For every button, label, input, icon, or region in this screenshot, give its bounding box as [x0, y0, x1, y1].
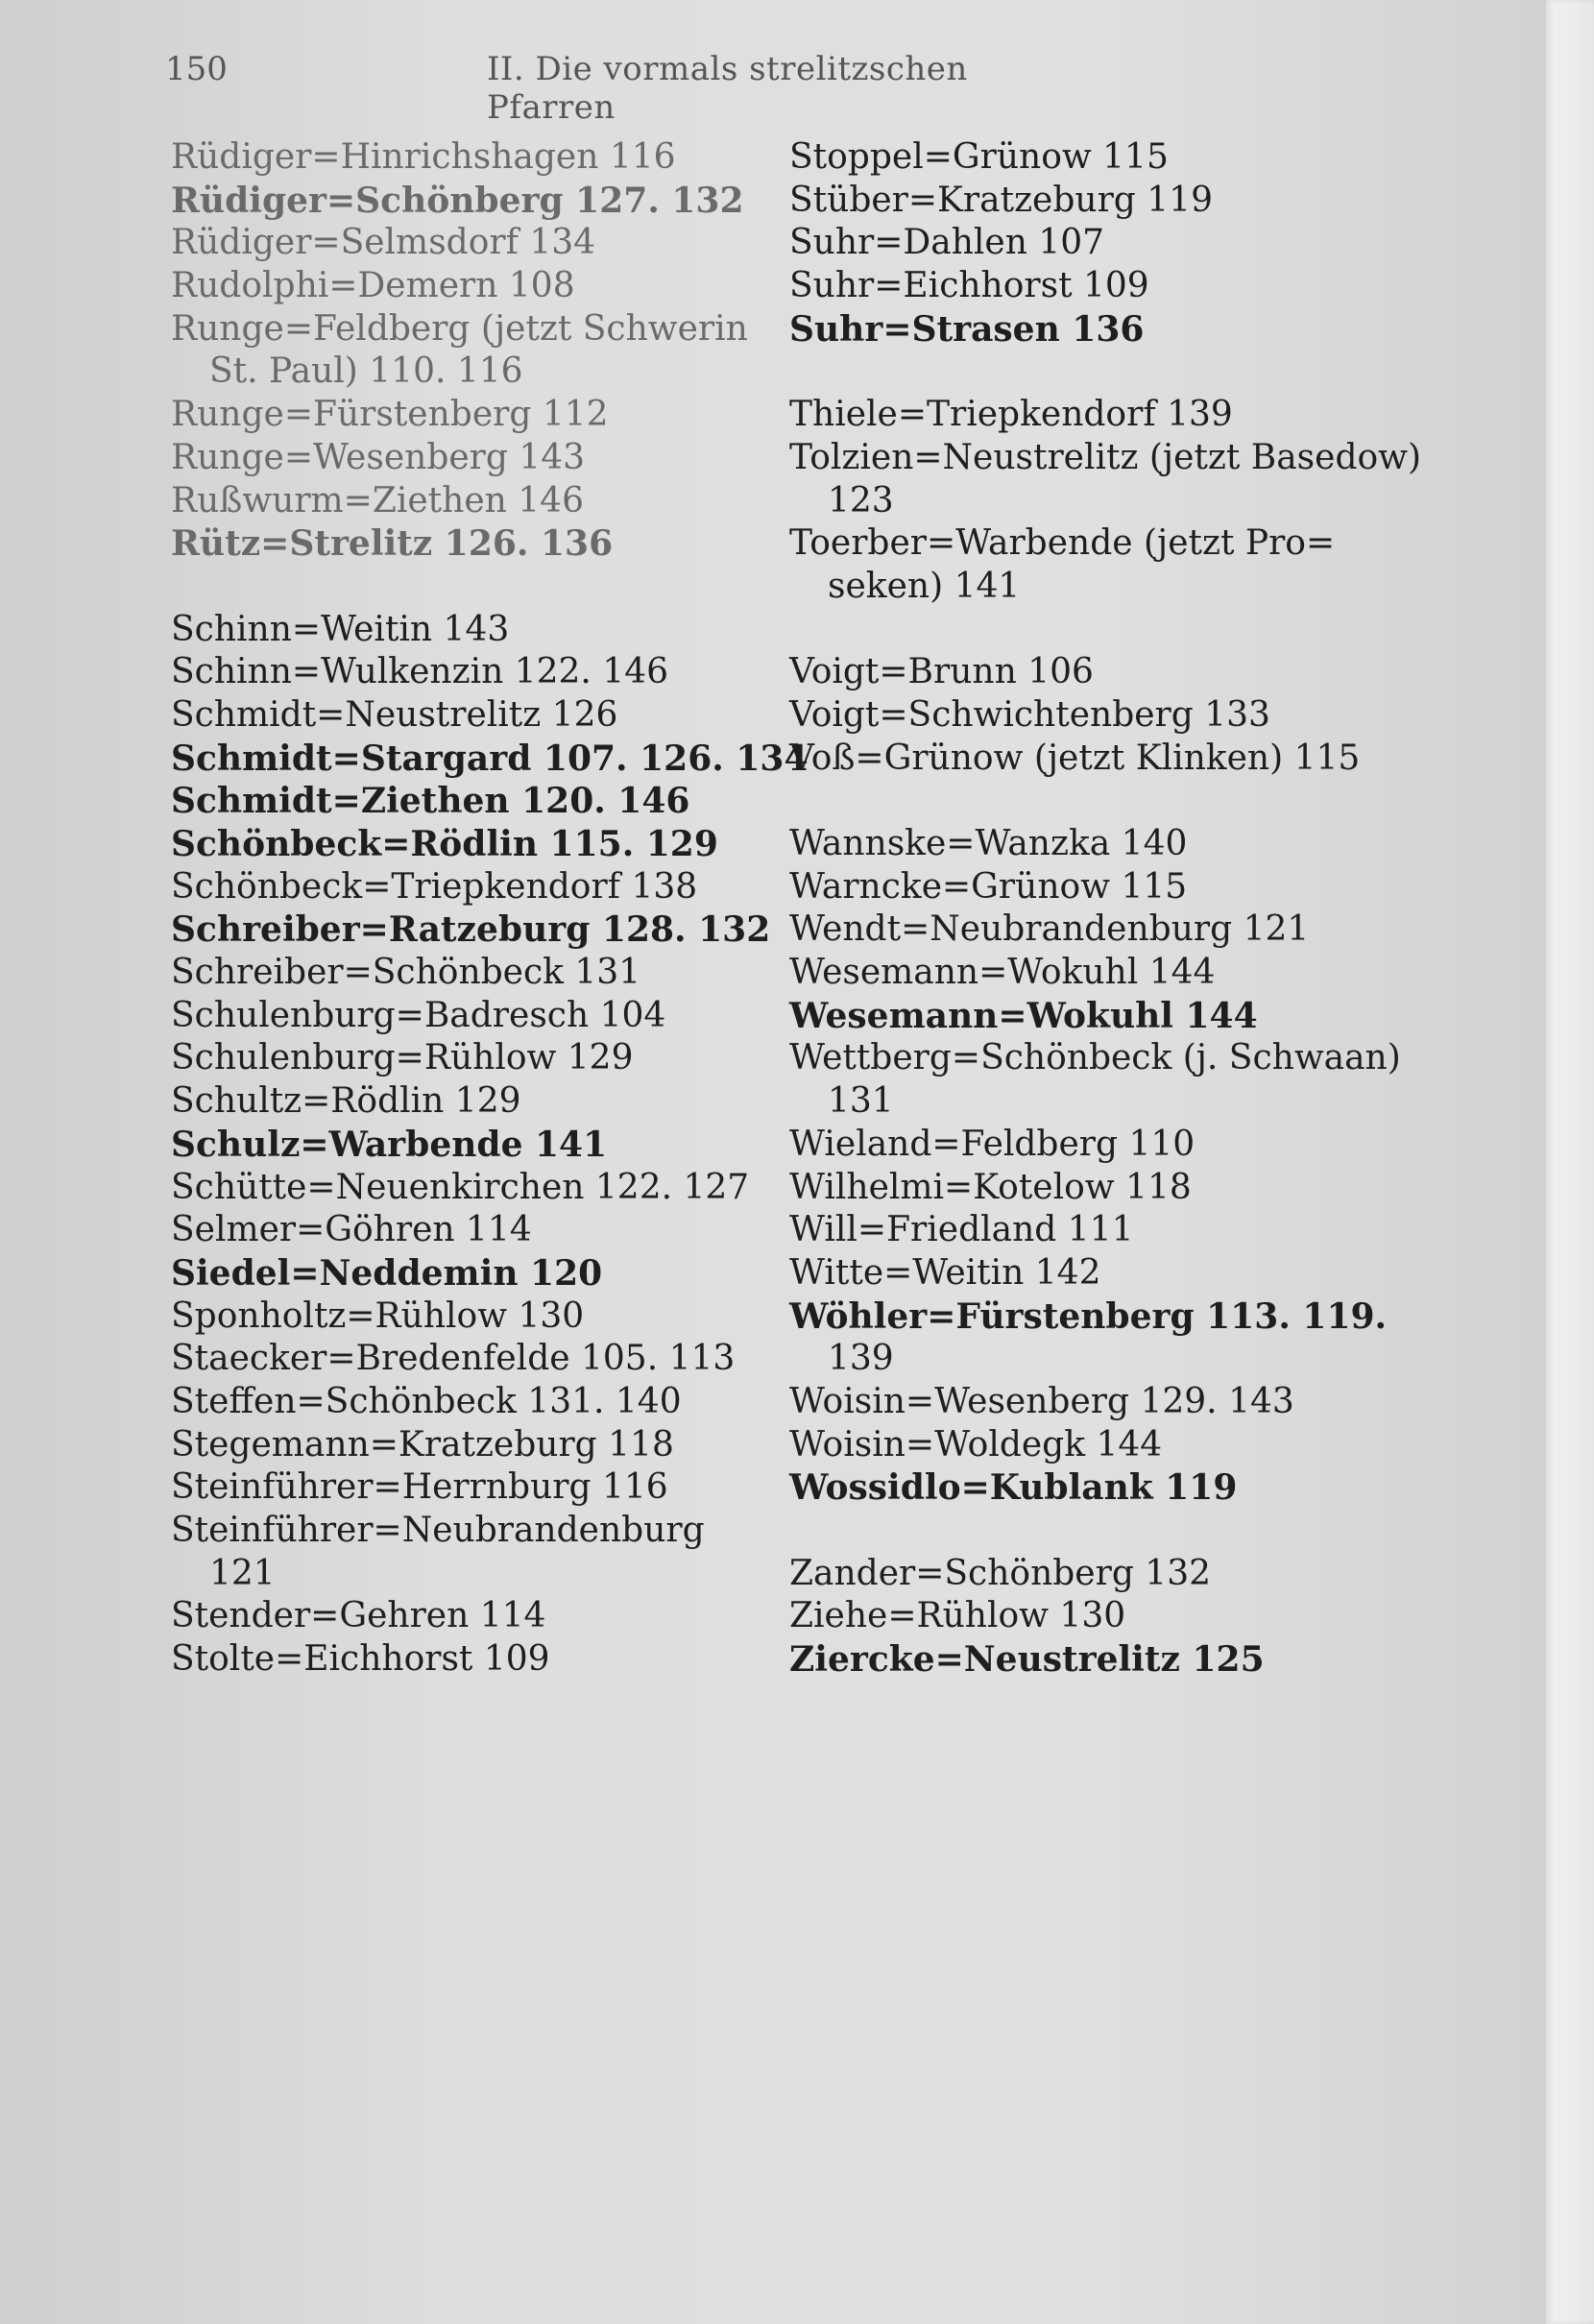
- index-entry: Siedel=Neddemin 120: [171, 1252, 603, 1294]
- index-entry-continuation: 121: [209, 1553, 276, 1593]
- index-entry: Schmidt=Ziethen 120. 146: [171, 781, 690, 822]
- index-entry: Wöhler=Fürstenberg 113. 119.: [789, 1295, 1388, 1337]
- index-column-right: [789, 136, 1422, 1682]
- index-entry: Rüdiger=Hinrichshagen 116: [171, 137, 676, 177]
- section-gap: [789, 780, 1365, 823]
- index-entry: Toerber=Warbende (jetzt Pro=: [789, 523, 1336, 564]
- index-entry: Stegemann=Kratzeburg 118: [171, 1424, 674, 1465]
- index-entry: Steffen=Schönbeck 131. 140: [171, 1381, 682, 1421]
- index-entry: Suhr=Eichhorst 109: [789, 266, 1149, 306]
- index-entry: Zander=Schönberg 132: [789, 1553, 1212, 1593]
- section-gap: [789, 609, 1365, 652]
- index-entry: Schulz=Warbende 141: [171, 1124, 608, 1165]
- running-title: II. Die vormals strelitzschen Pfarren: [487, 50, 968, 127]
- index-entry: Rudolphi=Demern 108: [171, 266, 575, 306]
- index-entry: Rütz=Strelitz 126. 136: [171, 523, 614, 565]
- index-entry: Thiele=Triepkendorf 139: [789, 395, 1233, 435]
- page-edge: [1546, 0, 1594, 2324]
- index-entry: Witte=Weitin 142: [789, 1252, 1101, 1293]
- index-entry: Ziercke=Neustrelitz 125: [789, 1639, 1265, 1681]
- index-entry: Schreiber=Schönbeck 131: [171, 953, 641, 993]
- index-entry: Wesemann=Wokuhl 144: [789, 953, 1216, 993]
- index-entry: Rüdiger=Selmsdorf 134: [171, 223, 596, 263]
- index-entry: Wesemann=Wokuhl 144: [789, 995, 1258, 1036]
- index-entry: Schulenburg=Badresch 104: [171, 995, 666, 1035]
- page-number: 150: [165, 50, 228, 88]
- index-entry-continuation: 131: [828, 1081, 894, 1122]
- index-entry: Suhr=Dahlen 107: [789, 223, 1105, 263]
- index-entry: Voß=Grünow (jetzt Klinken) 115: [789, 738, 1361, 778]
- running-header: [165, 50, 1027, 127]
- index-entry: Warncke=Grünow 115: [789, 866, 1188, 907]
- index-column-left: [171, 136, 809, 1682]
- index-entry: Sponholtz=Rühlow 130: [171, 1295, 585, 1336]
- index-entry-continuation: St. Paul) 110. 116: [209, 351, 523, 392]
- index-entry: Selmer=Göhren 114: [171, 1210, 532, 1250]
- index-entry: Rußwurm=Ziethen 146: [171, 480, 584, 520]
- index-entry: Runge=Wesenberg 143: [171, 437, 586, 477]
- index-entry: Wossidlo=Kublank 119: [789, 1467, 1238, 1509]
- index-entry: Wieland=Feldberg 110: [789, 1124, 1196, 1164]
- index-entry: Voigt=Brunn 106: [789, 652, 1094, 692]
- index-entry: Stolte=Eichhorst 109: [171, 1639, 550, 1680]
- index-entry: Schmidt=Stargard 107. 126. 134: [171, 738, 809, 779]
- index-entry: Schönbeck=Triepkendorf 138: [171, 866, 698, 907]
- index-entry: Staecker=Bredenfelde 105. 113: [171, 1339, 736, 1379]
- index-entry: Wannske=Wanzka 140: [789, 824, 1188, 863]
- index-entry: Voigt=Schwichtenberg 133: [789, 694, 1270, 735]
- index-entry: Wettberg=Schönbeck (j. Schwaan): [789, 1038, 1401, 1078]
- index-entry: Schinn=Wulkenzin 122. 146: [171, 652, 669, 692]
- section-gap: [789, 1510, 1365, 1553]
- index-entry: Suhr=Strasen 136: [789, 308, 1145, 350]
- index-entry: Schmidt=Neustrelitz 126: [171, 694, 618, 735]
- index-entry: Stüber=Kratzeburg 119: [789, 180, 1213, 220]
- index-entry: Steinführer=Neubrandenburg: [171, 1511, 705, 1550]
- index-entry: Will=Friedland 111: [789, 1210, 1134, 1250]
- index-entry: Stoppel=Grünow 115: [789, 137, 1169, 177]
- index-entry: Schönbeck=Rödlin 115. 129: [171, 824, 718, 864]
- index-entry: Schreiber=Ratzeburg 128. 132: [171, 909, 771, 951]
- index-entry-continuation: 123: [828, 480, 894, 520]
- index-entry: Woisin=Woldegk 144: [789, 1424, 1163, 1465]
- index-entry: Ziehe=Rühlow 130: [789, 1596, 1126, 1636]
- index-entry: Rüdiger=Schönberg 127. 132: [171, 180, 744, 221]
- index-entry: Schütte=Neuenkirchen 122. 127: [171, 1167, 750, 1207]
- index-entry-continuation: seken) 141: [828, 566, 1021, 606]
- index-entry: Stender=Gehren 114: [171, 1596, 546, 1636]
- index-entry: Tolzien=Neustrelitz (jetzt Basedow): [789, 437, 1422, 477]
- index-entry: Wilhelmi=Kotelow 118: [789, 1167, 1192, 1207]
- index-entry: Woisin=Wesenberg 129. 143: [789, 1381, 1294, 1421]
- index-entry-continuation: 139: [828, 1339, 894, 1379]
- section-gap: [171, 566, 747, 609]
- section-gap: [789, 351, 1365, 394]
- index-entry: Runge=Feldberg (jetzt Schwerin: [171, 308, 748, 349]
- index-entry: Runge=Fürstenberg 112: [171, 395, 609, 435]
- index-entry: Schulenburg=Rühlow 129: [171, 1038, 634, 1078]
- index-entry: Wendt=Neubrandenburg 121: [789, 909, 1310, 950]
- index-entry: Schinn=Weitin 143: [171, 609, 510, 649]
- index-entry: Steinführer=Herrnburg 116: [171, 1467, 668, 1508]
- index-entry: Schultz=Rödlin 129: [171, 1081, 521, 1122]
